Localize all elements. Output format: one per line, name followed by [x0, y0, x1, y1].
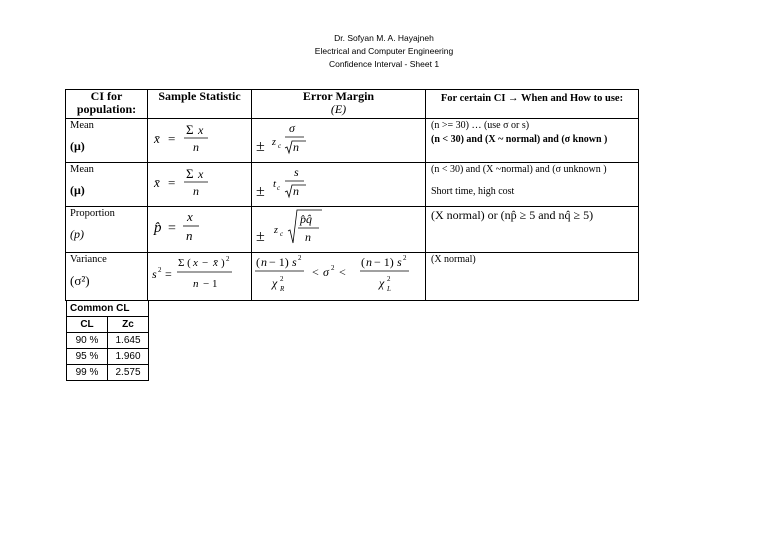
svg-text:(: (: [256, 255, 260, 269]
population-name: Mean: [70, 164, 94, 175]
cl-row: [67, 333, 149, 349]
statistic-formula-variance: [148, 253, 252, 301]
svg-text:2: 2: [298, 254, 302, 262]
svg-text:x̄: x̄: [154, 131, 160, 146]
svg-text:n: n: [293, 184, 299, 198]
svg-text:σ: σ: [289, 121, 295, 135]
header-margin: [252, 90, 426, 119]
svg-text:c: c: [280, 230, 284, 238]
svg-text:− 1: − 1: [203, 278, 218, 290]
condition-line: Short time, high cost: [431, 186, 515, 197]
cl-column-header: CL: [67, 317, 108, 333]
zc-value: 1.645: [108, 333, 149, 349]
condition-line: (n < 30) and (X ~ normal) and (σ known ): [431, 134, 608, 145]
margin-formula-t: [252, 163, 426, 207]
svg-text:c: c: [278, 142, 282, 150]
svg-text:t: t: [273, 178, 277, 190]
sheet-title: Confidence Interval - Sheet 1: [328, 59, 440, 69]
svg-text:n: n: [366, 255, 372, 269]
statistic-formula-mean: [148, 163, 252, 207]
proportion-formula: [148, 207, 251, 247]
population-symbol: (μ): [70, 183, 85, 197]
population-symbol: (μ): [70, 139, 85, 153]
svg-text:n: n: [261, 255, 267, 269]
population-symbol: (p): [70, 227, 84, 241]
svg-text:s: s: [152, 267, 157, 281]
svg-text:=: =: [168, 221, 176, 236]
svg-text:p̂: p̂: [154, 220, 162, 236]
cl-row: [67, 349, 149, 365]
svg-text:c: c: [277, 184, 281, 192]
svg-text:2: 2: [158, 266, 162, 274]
condition-line: (n >= 30) … (use σ or s): [431, 120, 530, 131]
svg-text:x: x: [198, 167, 204, 181]
svg-text:n: n: [193, 278, 199, 290]
common-cl-table: [66, 300, 149, 381]
svg-text:z: z: [274, 225, 278, 236]
z-margin-formula: [252, 119, 425, 157]
ci-row-mean-t: [66, 163, 639, 207]
svg-text:±: ±: [256, 183, 265, 200]
population-symbol: (σ²): [70, 273, 90, 288]
svg-text:x̄: x̄: [213, 257, 218, 269]
zc-value: 1.960: [108, 349, 149, 365]
svg-text:χ: χ: [272, 276, 278, 290]
condition-line: (X normal) or (np̂ ≥ 5 and nq̂ ≥ 5): [431, 208, 594, 222]
department-name: Electrical and Computer Engineering: [314, 46, 454, 56]
svg-text:−: −: [202, 257, 209, 269]
header-margin-label: Error Margin: [302, 89, 375, 103]
confidence-interval-table: [65, 89, 639, 301]
proportion-margin-formula: [252, 207, 425, 247]
svg-text:±: ±: [256, 228, 265, 245]
ci-row-variance: [66, 253, 639, 301]
svg-text:s: s: [397, 255, 402, 269]
cl-table-title: Common CL: [67, 301, 149, 317]
cl-value: 99 %: [67, 365, 108, 381]
svg-text:2: 2: [403, 254, 407, 262]
condition-line: (n < 30) and (X ~normal) and (σ unknown ): [431, 164, 607, 175]
svg-text:x: x: [198, 123, 204, 137]
svg-text:R: R: [280, 285, 285, 293]
usage-cell: [426, 163, 639, 207]
header-margin-symbol: (E): [330, 102, 347, 116]
svg-text:Σ: Σ: [186, 122, 194, 137]
zc-column-header: Zc: [108, 317, 149, 333]
population-name: Variance: [70, 254, 107, 265]
svg-text:2: 2: [331, 264, 335, 272]
svg-text:<: <: [339, 265, 346, 279]
statistic-formula-mean: [148, 119, 252, 163]
svg-text:L: L: [387, 285, 391, 293]
ci-row-mean-z: [66, 119, 639, 163]
svg-text:σ: σ: [323, 265, 329, 279]
population-cell: [66, 207, 148, 253]
population-name: Mean: [70, 120, 94, 131]
chi-square-interval-formula: [252, 253, 425, 295]
mean-formula: [148, 163, 251, 201]
header-statistic: Sample Statistic: [148, 90, 252, 119]
svg-text:n: n: [305, 230, 311, 244]
cl-header-row: [67, 317, 149, 333]
cl-value: 95 %: [67, 349, 108, 365]
svg-text:n: n: [186, 228, 193, 243]
mean-formula: [148, 119, 251, 157]
margin-formula-variance: [252, 253, 426, 301]
svg-text:=: =: [165, 267, 172, 281]
population-cell: [66, 163, 148, 207]
svg-text:2: 2: [387, 275, 391, 283]
population-cell: [66, 119, 148, 163]
svg-text:x: x: [193, 257, 198, 269]
svg-text:(: (: [361, 255, 365, 269]
svg-text:n: n: [293, 140, 299, 154]
population-name: Proportion: [70, 208, 115, 219]
cl-row: [67, 365, 149, 381]
svg-text:x̄: x̄: [154, 175, 160, 190]
svg-text:=: =: [168, 131, 176, 146]
svg-text:n: n: [193, 184, 199, 198]
svg-text:Σ: Σ: [186, 166, 194, 181]
svg-text:s: s: [294, 165, 299, 179]
header-usage: For certain CI → When and How to use:: [426, 90, 639, 119]
svg-text:s: s: [292, 255, 297, 269]
svg-text:±: ±: [256, 138, 265, 155]
svg-text:n: n: [193, 140, 199, 154]
population-cell: [66, 253, 148, 301]
usage-cell: [426, 207, 639, 253]
variance-formula: [148, 253, 251, 295]
svg-text:χ: χ: [379, 276, 385, 290]
document-header: [0, 32, 768, 71]
cl-value: 90 %: [67, 333, 108, 349]
author-name: Dr. Sofyan M. A. Hayajneh: [334, 33, 434, 43]
svg-text:− 1): − 1): [374, 255, 394, 269]
usage-cell: [426, 119, 639, 163]
svg-text:p̂q̂: p̂q̂: [300, 212, 312, 226]
ci-row-proportion: [66, 207, 639, 253]
svg-text:x: x: [187, 209, 193, 224]
cl-title-row: [67, 301, 149, 317]
svg-text:2: 2: [280, 275, 284, 283]
condition-line: (X normal): [431, 254, 476, 265]
margin-formula-proportion: [252, 207, 426, 253]
margin-formula-z: [252, 119, 426, 163]
svg-text:z: z: [272, 137, 276, 148]
zc-value: 2.575: [108, 365, 149, 381]
statistic-formula-proportion: [148, 207, 252, 253]
svg-text:Σ (: Σ (: [178, 257, 191, 269]
ci-table-header-row: [66, 90, 639, 119]
svg-text:− 1): − 1): [269, 255, 289, 269]
t-margin-formula: [252, 163, 425, 201]
svg-text:<: <: [312, 265, 319, 279]
header-population: CI for population:: [66, 90, 148, 119]
svg-text:2: 2: [226, 255, 230, 263]
usage-cell: [426, 253, 639, 301]
svg-text:=: =: [168, 175, 176, 190]
svg-text:): ): [221, 257, 225, 269]
